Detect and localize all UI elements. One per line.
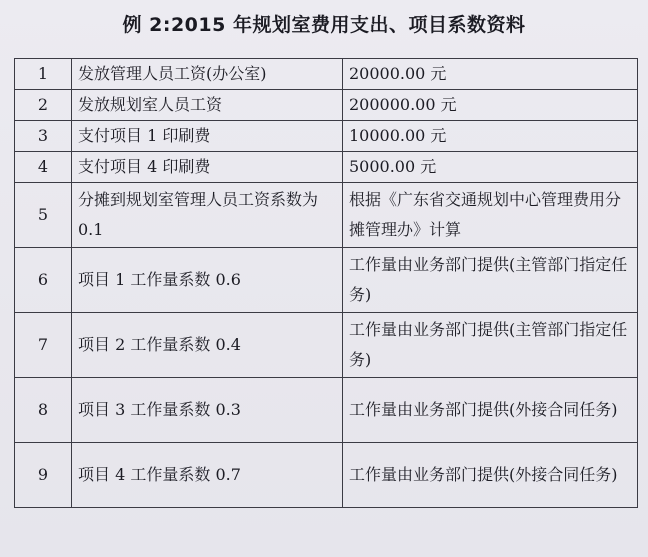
table-row — [15, 313, 638, 378]
row-note: 工作量由业务部门提供(主管部门指定任务) — [343, 313, 638, 378]
table-row — [15, 183, 638, 248]
row-item: 项目 2 工作量系数 0.4 — [72, 313, 343, 378]
row-item: 发放规划室人员工资 — [72, 90, 343, 121]
row-note: 工作量由业务部门提供(主管部门指定任务) — [343, 248, 638, 313]
table-row — [15, 443, 638, 508]
row-note: 20000.00 元 — [343, 59, 638, 90]
table-row — [15, 378, 638, 443]
row-note: 10000.00 元 — [343, 121, 638, 152]
row-number: 4 — [15, 152, 72, 183]
row-item: 支付项目 4 印刷费 — [72, 152, 343, 183]
row-item: 项目 3 工作量系数 0.3 — [72, 378, 343, 443]
table-row — [15, 90, 638, 121]
row-number: 7 — [15, 313, 72, 378]
row-item: 项目 1 工作量系数 0.6 — [72, 248, 343, 313]
row-number: 3 — [15, 121, 72, 152]
row-note: 根据《广东省交通规划中心管理费用分摊管理办》计算 — [343, 183, 638, 248]
row-item: 项目 4 工作量系数 0.7 — [72, 443, 343, 508]
row-number: 1 — [15, 59, 72, 90]
table-row — [15, 152, 638, 183]
row-number: 8 — [15, 378, 72, 443]
table-row — [15, 248, 638, 313]
row-note: 工作量由业务部门提供(外接合同任务) — [343, 378, 638, 443]
row-note: 工作量由业务部门提供(外接合同任务) — [343, 443, 638, 508]
table-row — [15, 121, 638, 152]
row-note: 5000.00 元 — [343, 152, 638, 183]
row-note: 200000.00 元 — [343, 90, 638, 121]
row-number: 2 — [15, 90, 72, 121]
table-row — [15, 59, 638, 90]
row-item: 分摊到规划室管理人员工资系数为 0.1 — [72, 183, 343, 248]
row-number: 5 — [15, 183, 72, 248]
document-title: 例 2:2015 年规划室费用支出、项目系数资料 — [122, 14, 526, 36]
row-number: 9 — [15, 443, 72, 508]
row-item: 发放管理人员工资(办公室) — [72, 59, 343, 90]
expense-coefficient-table — [14, 58, 638, 508]
row-item: 支付项目 1 印刷费 — [72, 121, 343, 152]
row-number: 6 — [15, 248, 72, 313]
